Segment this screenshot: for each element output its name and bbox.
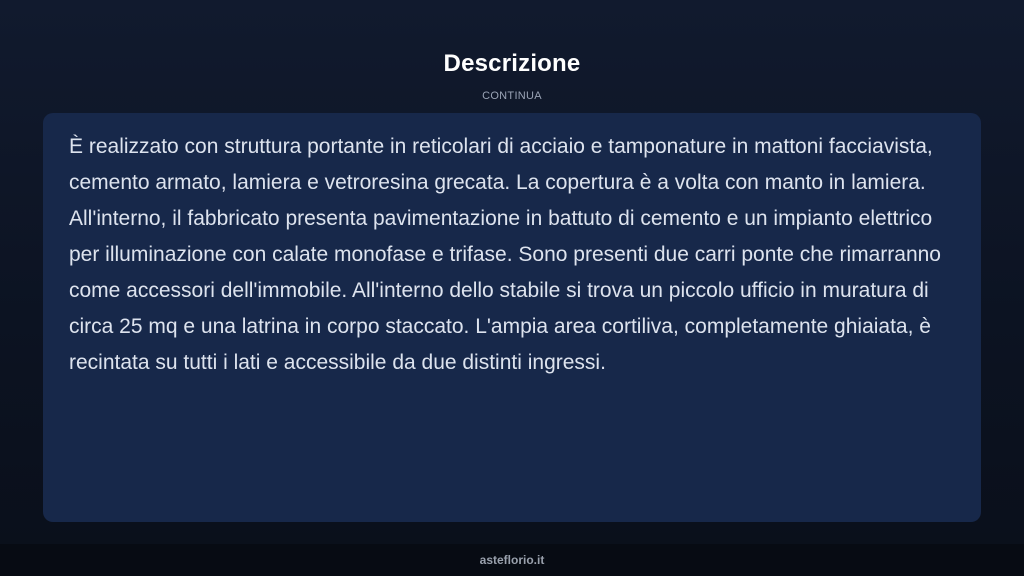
- page-title: Descrizione: [443, 50, 581, 77]
- slide-header: [0, 0, 1024, 112]
- description-card: [43, 113, 981, 522]
- site-name: asteflorio.it: [479, 553, 545, 567]
- footer-bar: [0, 544, 1024, 576]
- description-text: È realizzato con struttura portante in reticolari di acciaio e tamponature in mattoni facciavista, cemento armato, lamiera e vetroresina grecata. La copertura è a volta con manto in lamiera. All'interno, il fabbricato presenta pavimentazione in battuto di cemento e un impianto elettrico per illuminazione con calate monofase e trifase. Sono presenti due carri ponte che rimarranno come accessori dell'immobile. All'interno dello stabile si trova un piccolo ufficio in muratura di circa 25 mq e una latrina in corpo staccato. L'ampia area cortiliva, completamente ghiaiata, è recintata su tutti i lati e accessibile da due distinti ingressi.: [69, 135, 941, 374]
- continue-label: CONTINUA: [482, 90, 542, 102]
